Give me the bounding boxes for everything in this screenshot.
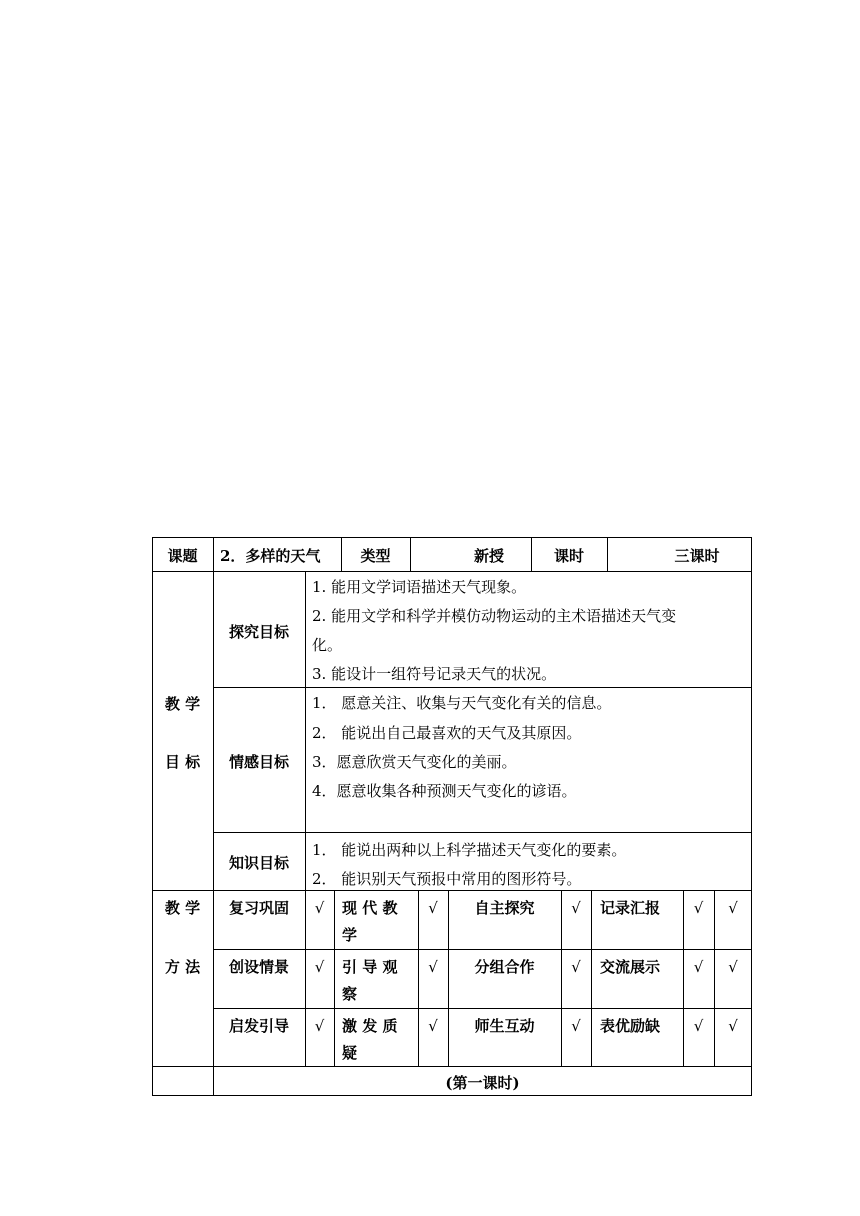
inquiry-goal-item: 3. 能设计一组符号记录天气的状况。 bbox=[312, 665, 557, 683]
method-name: 启发引导 bbox=[228, 1017, 289, 1035]
emotion-goal-label: 情感目标 bbox=[228, 753, 289, 771]
method-name: 现 代 教 bbox=[342, 899, 398, 917]
method-name: 疑 bbox=[342, 1044, 358, 1062]
topic-label: 课题 bbox=[167, 547, 198, 565]
row-divider bbox=[152, 571, 752, 572]
method-name: 交流展示 bbox=[600, 958, 661, 976]
method-name: 师生互动 bbox=[474, 1017, 535, 1035]
check-mark: √ bbox=[571, 1017, 581, 1035]
inquiry-goal-item: 1. 能用文学词语描述天气现象。 bbox=[312, 578, 527, 596]
col-divider bbox=[334, 890, 335, 1066]
type-value: 新授 bbox=[473, 547, 504, 565]
method-name: 激 发 质 bbox=[342, 1017, 398, 1035]
goals-section-label: 教 学 bbox=[164, 695, 201, 713]
col-divider bbox=[213, 537, 214, 1096]
check-mark: √ bbox=[428, 1017, 438, 1035]
method-name: 自主探究 bbox=[474, 899, 535, 917]
check-mark: √ bbox=[571, 899, 581, 917]
check-mark: √ bbox=[314, 958, 325, 976]
check-mark: √ bbox=[571, 958, 581, 976]
row-divider bbox=[213, 832, 752, 833]
emotion-goal-item: 4．愿意收集各种预测天气变化的谚语。 bbox=[312, 782, 577, 800]
period-label: 课时 bbox=[553, 547, 584, 565]
method-name: 察 bbox=[342, 985, 358, 1003]
method-name: 表优励缺 bbox=[600, 1017, 661, 1035]
check-mark: √ bbox=[428, 899, 438, 917]
goals-section-label: 目 标 bbox=[164, 753, 201, 771]
methods-section-label: 方 法 bbox=[164, 958, 201, 976]
check-mark: √ bbox=[428, 958, 438, 976]
inquiry-goal-item: 2. 能用文学和科学并模仿动物运动的主术语描述天气变 bbox=[312, 607, 677, 625]
check-mark: √ bbox=[693, 899, 704, 917]
check-mark: √ bbox=[728, 1017, 738, 1035]
inquiry-goal-label: 探究目标 bbox=[228, 623, 289, 641]
type-label: 类型 bbox=[360, 547, 391, 565]
row-divider bbox=[152, 890, 752, 891]
check-mark: √ bbox=[314, 899, 325, 917]
check-mark: √ bbox=[728, 899, 738, 917]
method-name: 引 导 观 bbox=[342, 958, 398, 976]
row-divider bbox=[213, 687, 752, 688]
period-value: 三课时 bbox=[674, 547, 720, 565]
emotion-goal-item: 3．愿意欣赏天气变化的美丽。 bbox=[312, 753, 517, 771]
methods-section-label: 教 学 bbox=[164, 899, 201, 917]
session-label: (第一课时) bbox=[445, 1074, 520, 1092]
knowledge-goal-label: 知识目标 bbox=[228, 854, 289, 872]
row-divider bbox=[213, 949, 752, 950]
method-name: 创设情景 bbox=[228, 958, 289, 976]
knowledge-goal-item: 2． 能识别天气预报中常用的图形符号。 bbox=[312, 870, 582, 888]
col-divider bbox=[591, 890, 592, 1066]
check-mark: √ bbox=[728, 958, 738, 976]
method-name: 复习巩固 bbox=[228, 899, 289, 917]
col-divider bbox=[305, 571, 306, 890]
row-divider bbox=[152, 1066, 752, 1067]
method-name: 分组合作 bbox=[474, 958, 535, 976]
emotion-goal-item: 2． 能说出自己最喜欢的天气及其原因。 bbox=[312, 724, 582, 742]
emotion-goal-item: 1． 愿意关注、收集与天气变化有关的信息。 bbox=[312, 694, 612, 712]
knowledge-goal-item: 1． 能说出两种以上科学描述天气变化的要素。 bbox=[312, 841, 627, 859]
topic-value: 2．多样的天气 bbox=[220, 547, 321, 565]
method-name: 学 bbox=[342, 926, 358, 944]
row-divider bbox=[213, 1008, 752, 1009]
check-mark: √ bbox=[693, 958, 704, 976]
check-mark: √ bbox=[314, 1017, 325, 1035]
check-mark: √ bbox=[693, 1017, 704, 1035]
inquiry-goal-item: 化。 bbox=[312, 636, 343, 654]
method-name: 记录汇报 bbox=[600, 899, 661, 917]
